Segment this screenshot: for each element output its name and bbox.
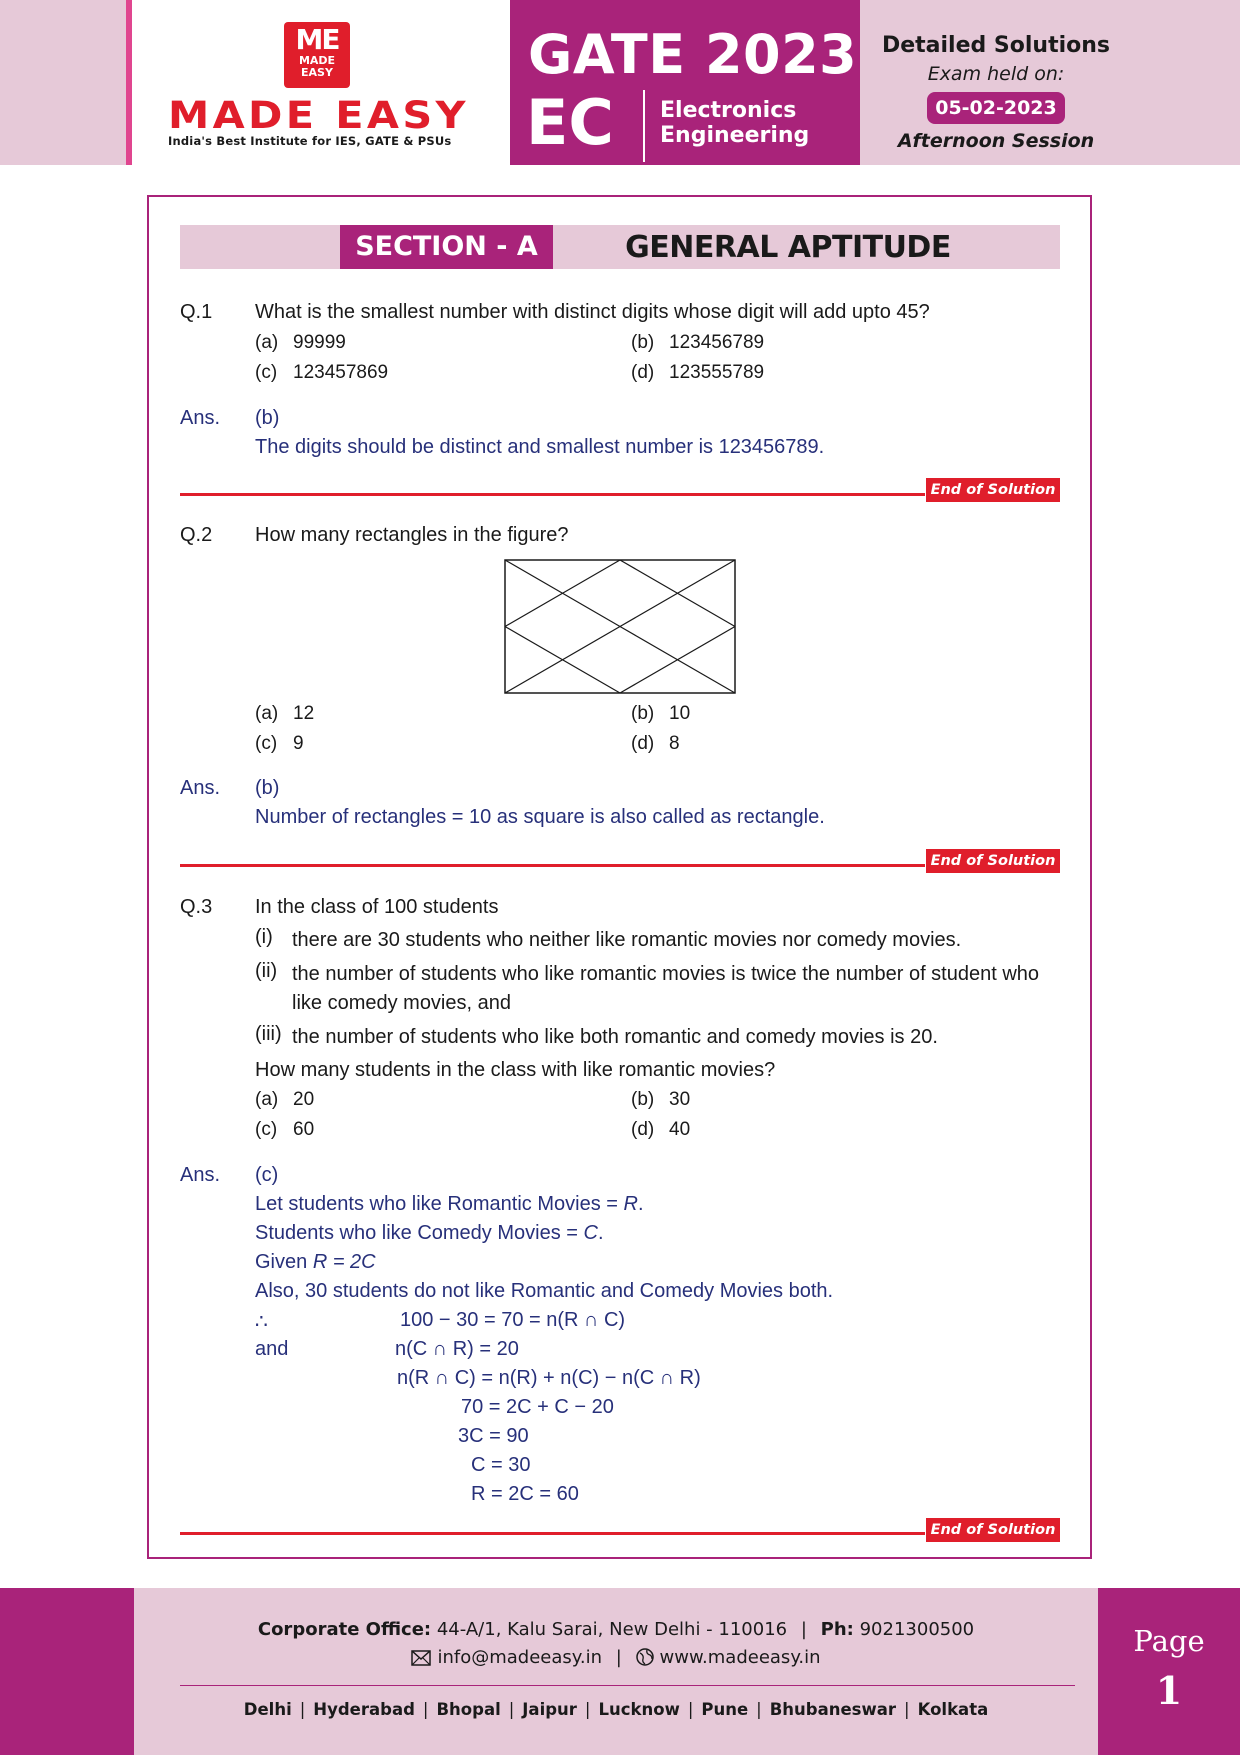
separator: | (422, 1700, 429, 1719)
separator: | (800, 1619, 807, 1640)
section-tag: SECTION - A (340, 225, 553, 269)
brand-name: MADE EASY (168, 94, 469, 137)
equation: C = 30 (471, 1454, 531, 1476)
city-list (134, 1700, 1098, 1719)
option-b (631, 703, 690, 725)
separator: | (687, 1700, 694, 1719)
office-label: Corporate Office: (257, 1619, 432, 1640)
question-number: Q.2 (180, 524, 213, 546)
footer-divider (180, 1685, 1075, 1686)
end-of-solution-line (180, 493, 925, 496)
option-b (631, 332, 764, 354)
solution-line: Let students who like Romantic Movies = R. (255, 1193, 644, 1215)
branch-line-2: Engineering (660, 123, 810, 148)
branch-line-1: Electronics (660, 98, 797, 123)
page-indicator (1098, 1588, 1240, 1755)
solution-text: Given (255, 1251, 313, 1273)
separator: | (584, 1700, 591, 1719)
option-label: (c) (255, 733, 278, 754)
content-frame (147, 195, 1092, 1559)
option-label: (a) (255, 332, 279, 353)
mail-icon (411, 1650, 431, 1666)
option-value: 10 (669, 703, 691, 724)
question-text: What is the smallest number with distinct digits whose digit will add upto 45? (255, 301, 930, 323)
rectangle-figure (504, 559, 736, 694)
option-value: 123555789 (669, 362, 765, 383)
contact-line (134, 1647, 1098, 1668)
option-label: (b) (631, 703, 655, 724)
branch-name (660, 98, 809, 148)
condition-text: there are 30 students who neither like romantic movies nor comedy movies. (292, 929, 962, 951)
option-value: 60 (293, 1119, 315, 1140)
separator: | (756, 1700, 762, 1719)
website-link[interactable]: www.madeeasy.in (659, 1647, 821, 1668)
city-item: Lucknow (598, 1700, 680, 1719)
answer-value: (b) (255, 407, 280, 429)
option-d (631, 362, 764, 384)
equation: n(R ∩ C) = n(R) + n(C) − n(C ∩ R) (397, 1367, 701, 1389)
separator: | (615, 1647, 622, 1668)
corporate-office (134, 1619, 1098, 1640)
equation: n(C ∩ R) = 20 (395, 1338, 519, 1360)
option-b (631, 1089, 690, 1111)
option-value: 12 (293, 703, 315, 724)
separator: | (904, 1700, 910, 1719)
therefore-symbol: ∴ (255, 1311, 268, 1333)
question-text: How many rectangles in the figure? (255, 524, 569, 546)
answer-value: (c) (255, 1164, 279, 1186)
option-label: (a) (255, 703, 279, 724)
solution-text: Number of rectangles = 10 as square is also called as rectangle. (255, 806, 825, 828)
city-item: Pune (701, 1700, 749, 1719)
condition-number: (i) (255, 926, 273, 948)
logo-panel (132, 0, 510, 165)
option-value: 123457869 (293, 362, 389, 383)
paper-divider (643, 90, 645, 162)
option-c (255, 733, 304, 755)
solution-expression: R = 2C (312, 1251, 376, 1273)
option-label: (d) (631, 1119, 655, 1140)
equation: 70 = 2C + C − 20 (461, 1396, 614, 1418)
option-a (255, 332, 346, 354)
city-item: Delhi (243, 1700, 292, 1719)
option-label: (d) (631, 733, 655, 754)
solutions-title: Detailed Solutions (881, 33, 1111, 58)
solution-variable: C (583, 1222, 598, 1244)
equation: 3C = 90 (458, 1425, 529, 1447)
and-word: and (255, 1338, 289, 1360)
equation: R = 2C = 60 (471, 1483, 579, 1505)
page-number: 1 (1155, 1668, 1183, 1713)
condition-text: the number of students who like romantic movies is twice the number of student who like comedy movies, and (292, 963, 1040, 1014)
city-item: Bhubaneswar (769, 1700, 897, 1719)
question-text: In the class of 100 students (255, 896, 499, 918)
option-a (255, 703, 314, 725)
session-label: Afternoon Session (897, 130, 1095, 152)
solution-text: The digits should be distinct and smallest number is 123456789. (255, 436, 825, 458)
option-value: 20 (293, 1089, 315, 1110)
logo-mini-text: MADE EASY (298, 54, 336, 79)
end-of-solution-tag: End of Solution (926, 849, 1060, 873)
option-d (631, 733, 680, 755)
option-c (255, 1119, 314, 1141)
condition-text: the number of students who like both romantic and comedy movies is 20. (292, 1026, 938, 1048)
option-label: (d) (631, 362, 655, 383)
option-value: 8 (669, 733, 680, 754)
section-name: GENERAL APTITUDE (625, 230, 951, 265)
page-footer (0, 1588, 1240, 1755)
option-d (631, 1119, 690, 1141)
end-of-solution-line (180, 864, 925, 867)
solution-text: Let students who like Romantic Movies = (255, 1193, 624, 1215)
option-a (255, 1089, 314, 1111)
exam-date-badge: 05-02-2023 (927, 92, 1065, 124)
question-number: Q.3 (180, 896, 213, 918)
paper-code: EC (526, 86, 614, 159)
phone-label: Ph: (820, 1619, 854, 1640)
held-on-label: Exam held on: (927, 63, 1065, 85)
solution-line: Also, 30 students do not like Romantic and Comedy Movies both. (255, 1280, 834, 1302)
option-c (255, 362, 388, 384)
solution-variable: R (623, 1193, 638, 1215)
equation: 100 − 30 = 70 = n(R ∩ C) (400, 1309, 626, 1331)
separator: | (508, 1700, 515, 1719)
option-label: (b) (631, 332, 655, 353)
condition-number: (ii) (255, 960, 278, 982)
office-address: 44-A/1, Kalu Sarai, New Delhi - 110016 (436, 1619, 788, 1640)
solutions-panel (860, 0, 1240, 165)
option-label: (c) (255, 362, 278, 383)
option-label: (b) (631, 1089, 655, 1110)
city-item: Kolkata (917, 1700, 989, 1719)
answer-label: Ans. (180, 407, 221, 429)
end-of-solution-tag: End of Solution (926, 1518, 1060, 1542)
answer-value: (b) (255, 777, 280, 799)
exam-title: GATE 2023 (528, 23, 858, 86)
question-number: Q.1 (180, 301, 213, 323)
option-value: 99999 (293, 332, 346, 353)
brand-tagline: India's Best Institute for IES, GATE & PSUs (168, 134, 452, 148)
answer-label: Ans. (180, 1164, 221, 1186)
city-item: Hyderabad (313, 1700, 415, 1719)
option-label: (c) (255, 1119, 278, 1140)
option-value: 30 (669, 1089, 691, 1110)
option-value: 40 (669, 1119, 691, 1140)
globe-icon (636, 1648, 654, 1666)
option-value: 9 (293, 733, 304, 754)
page-word: Page (1133, 1624, 1205, 1658)
phone-number: 9021300500 (859, 1619, 975, 1640)
separator: | (299, 1700, 306, 1719)
condition-number: (iii) (255, 1023, 282, 1045)
question-prompt: How many students in the class with like romantic movies? (255, 1059, 776, 1081)
logo-mark: ME (295, 23, 339, 56)
exam-panel (510, 0, 860, 165)
option-value: 123456789 (669, 332, 765, 353)
city-item: Bhopal (436, 1700, 501, 1719)
footer-left-block (0, 1588, 134, 1755)
city-item: Jaipur (522, 1700, 577, 1719)
solution-text: Students who like Comedy Movies = (255, 1222, 584, 1244)
solution-line: Students who like Comedy Movies = C. (255, 1222, 604, 1244)
answer-label: Ans. (180, 777, 221, 799)
logo-badge (284, 22, 350, 88)
end-of-solution-tag: End of Solution (926, 478, 1060, 502)
option-label: (a) (255, 1089, 279, 1110)
end-of-solution-line (180, 1532, 925, 1535)
solution-line (255, 1251, 376, 1274)
email-link[interactable]: info@madeeasy.in (437, 1647, 602, 1668)
